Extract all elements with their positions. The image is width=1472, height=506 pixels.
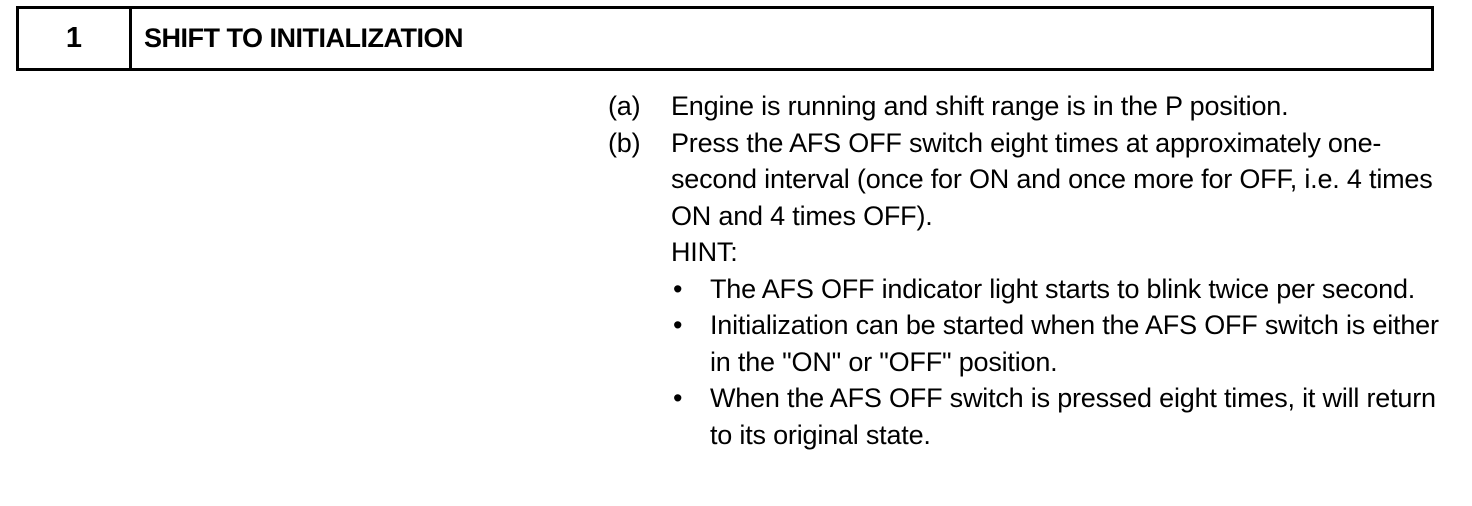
step-title: SHIFT TO INITIALIZATION bbox=[144, 23, 463, 53]
hint-bullet-item bbox=[671, 307, 1448, 380]
step-item-b bbox=[608, 125, 1448, 454]
bullet-icon: • bbox=[673, 383, 683, 413]
hint-bullet-text: When the AFS OFF switch is pressed eight times, it will return to its original state. bbox=[710, 383, 1436, 450]
hint-bullet-text: Initialization can be started when the AFS OFF switch is either in the "ON" or "OFF" position. bbox=[710, 310, 1439, 377]
step-label-b: (b) bbox=[608, 127, 641, 158]
step-text-a: Engine is running and shift range is in the P position. bbox=[671, 91, 1289, 121]
step-number: 1 bbox=[19, 9, 132, 68]
step-header bbox=[16, 6, 1434, 71]
bullet-icon: • bbox=[673, 310, 683, 340]
hint-bullet-text: The AFS OFF indicator light starts to blink twice per second. bbox=[710, 273, 1416, 304]
step-body-a bbox=[671, 88, 1448, 125]
hint-label: HINT: bbox=[671, 237, 738, 267]
hint-bullet-item bbox=[671, 271, 1448, 308]
step-item-a bbox=[608, 88, 1448, 125]
step-text-b: Press the AFS OFF switch eight times at approximately one-second interval (once for ON and once more for OFF, i.e. 4 times ON and 4 times OFF). bbox=[671, 127, 1433, 231]
step-label-a: (a) bbox=[608, 91, 641, 121]
step-body-b bbox=[671, 125, 1448, 454]
hint-bullet-item bbox=[671, 380, 1448, 453]
bullet-icon: • bbox=[673, 273, 683, 304]
procedure-content bbox=[608, 88, 1448, 453]
